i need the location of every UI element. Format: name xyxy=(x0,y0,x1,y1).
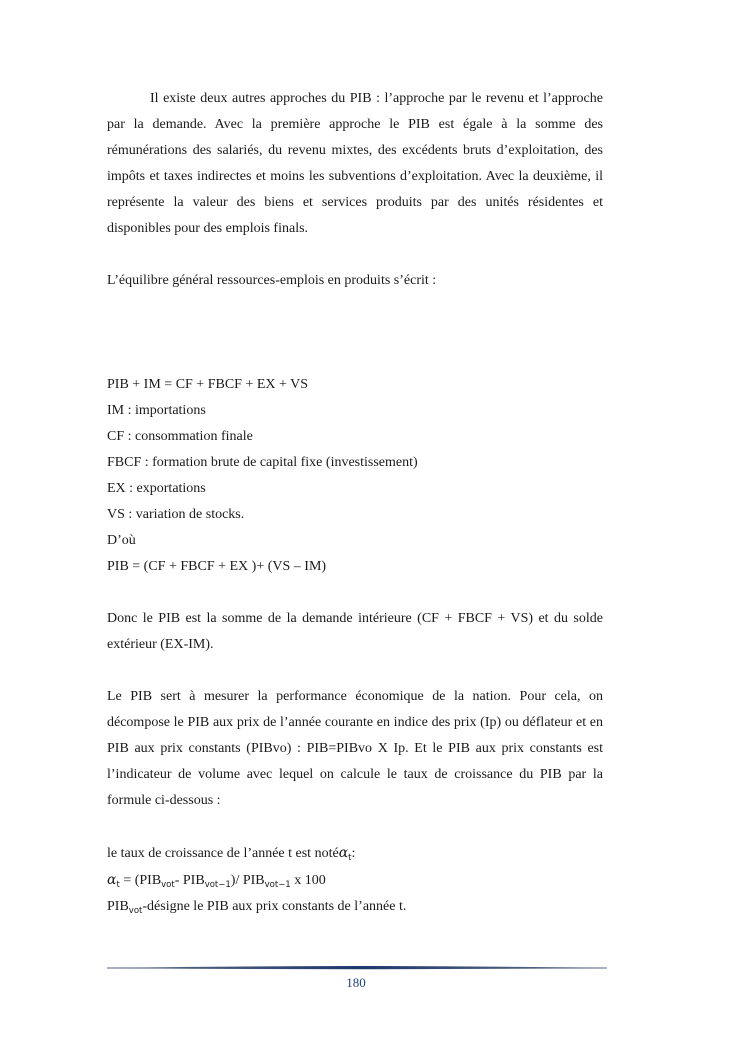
page-number: 180 xyxy=(346,975,366,990)
definition-vs: VS : variation de stocks. xyxy=(107,507,245,522)
paragraph-performance: Le PIB sert à mesurer la performance économique de la nation. Pour cela, on décompose le PIB aux prix de l’année courante en indice des prix (Ip) ou déflateur et en PIB aux prix constants (PIBvo) : PIB=PIBvo X Ip. Et le PIB aux prix constants est l’indicateur de volume avec lequel on calcule le taux de croissance du PIB par la formule ci-dessous : xyxy=(107,689,603,808)
spacer xyxy=(107,294,603,346)
equation-block xyxy=(107,372,603,580)
dou-label: D’où xyxy=(107,533,136,548)
formula-alpha: α xyxy=(107,872,117,888)
paragraph-equilibre-intro: L’équilibre général ressources-emplois en produits s’écrit : xyxy=(107,273,437,288)
pib-def-text: -désigne le PIB aux prix constants de l’année t. xyxy=(142,899,407,914)
pib-def-label: PIB xyxy=(107,899,129,914)
spacer xyxy=(107,658,603,684)
formula-sub-vot-1: vot−1 xyxy=(204,880,231,890)
spacer xyxy=(107,580,603,606)
formula-end: x 100 xyxy=(290,873,326,888)
footer-divider xyxy=(107,965,607,971)
growth-colon: : xyxy=(351,846,356,861)
formula-sub-vot: vot xyxy=(161,880,175,890)
alpha-subscript: t xyxy=(348,853,352,863)
definition-im: IM : importations xyxy=(107,403,206,418)
spacer xyxy=(107,814,603,840)
definition-fbcf: FBCF : formation brute de capital fixe (investissement) xyxy=(107,455,418,470)
formula-sub-vot-1-b: vot−1 xyxy=(264,880,291,890)
formula-eq: = (PIB xyxy=(119,873,162,888)
main-equation: PIB + IM = CF + FBCF + EX + VS xyxy=(107,377,309,392)
paragraph-demande-interieure: Donc le PIB est la somme de la demande intérieure (CF + FBCF + VS) et du solde extérieur (EX-IM). xyxy=(107,611,603,652)
page-content xyxy=(107,86,603,920)
formula-alpha-subscript: t xyxy=(116,880,120,890)
pib-definition xyxy=(107,894,603,920)
growth-formula xyxy=(107,867,603,894)
formula-minus: - PIB xyxy=(174,873,205,888)
alpha-symbol: α xyxy=(338,845,349,861)
growth-intro-line xyxy=(107,840,603,867)
definition-cf: CF : consommation finale xyxy=(107,429,253,444)
pib-def-subscript: vot xyxy=(128,906,143,916)
formula-div: )/ PIB xyxy=(230,873,265,888)
spacer xyxy=(107,242,603,268)
definition-ex: EX : exportations xyxy=(107,481,206,496)
paragraph-approches: Il existe deux autres approches du PIB : l’approche par le revenu et l’approche par la demande. Avec la première approche le PIB est égale à la somme des rémunérations des salariés, du revenu mixtes, des excédents bruts d’exploitation, des impôts et taxes indirectes et moins les subventions d’exploitation. Avec la deuxième, il représente la valeur des biens et services produits par des unités résidentes et disponibles pour des emplois finals. xyxy=(107,91,603,236)
spacer xyxy=(107,346,603,372)
result-equation: PIB = (CF + FBCF + EX )+ (VS – IM) xyxy=(107,559,327,574)
growth-intro-text: le taux de croissance de l’année t est noté xyxy=(107,846,339,861)
